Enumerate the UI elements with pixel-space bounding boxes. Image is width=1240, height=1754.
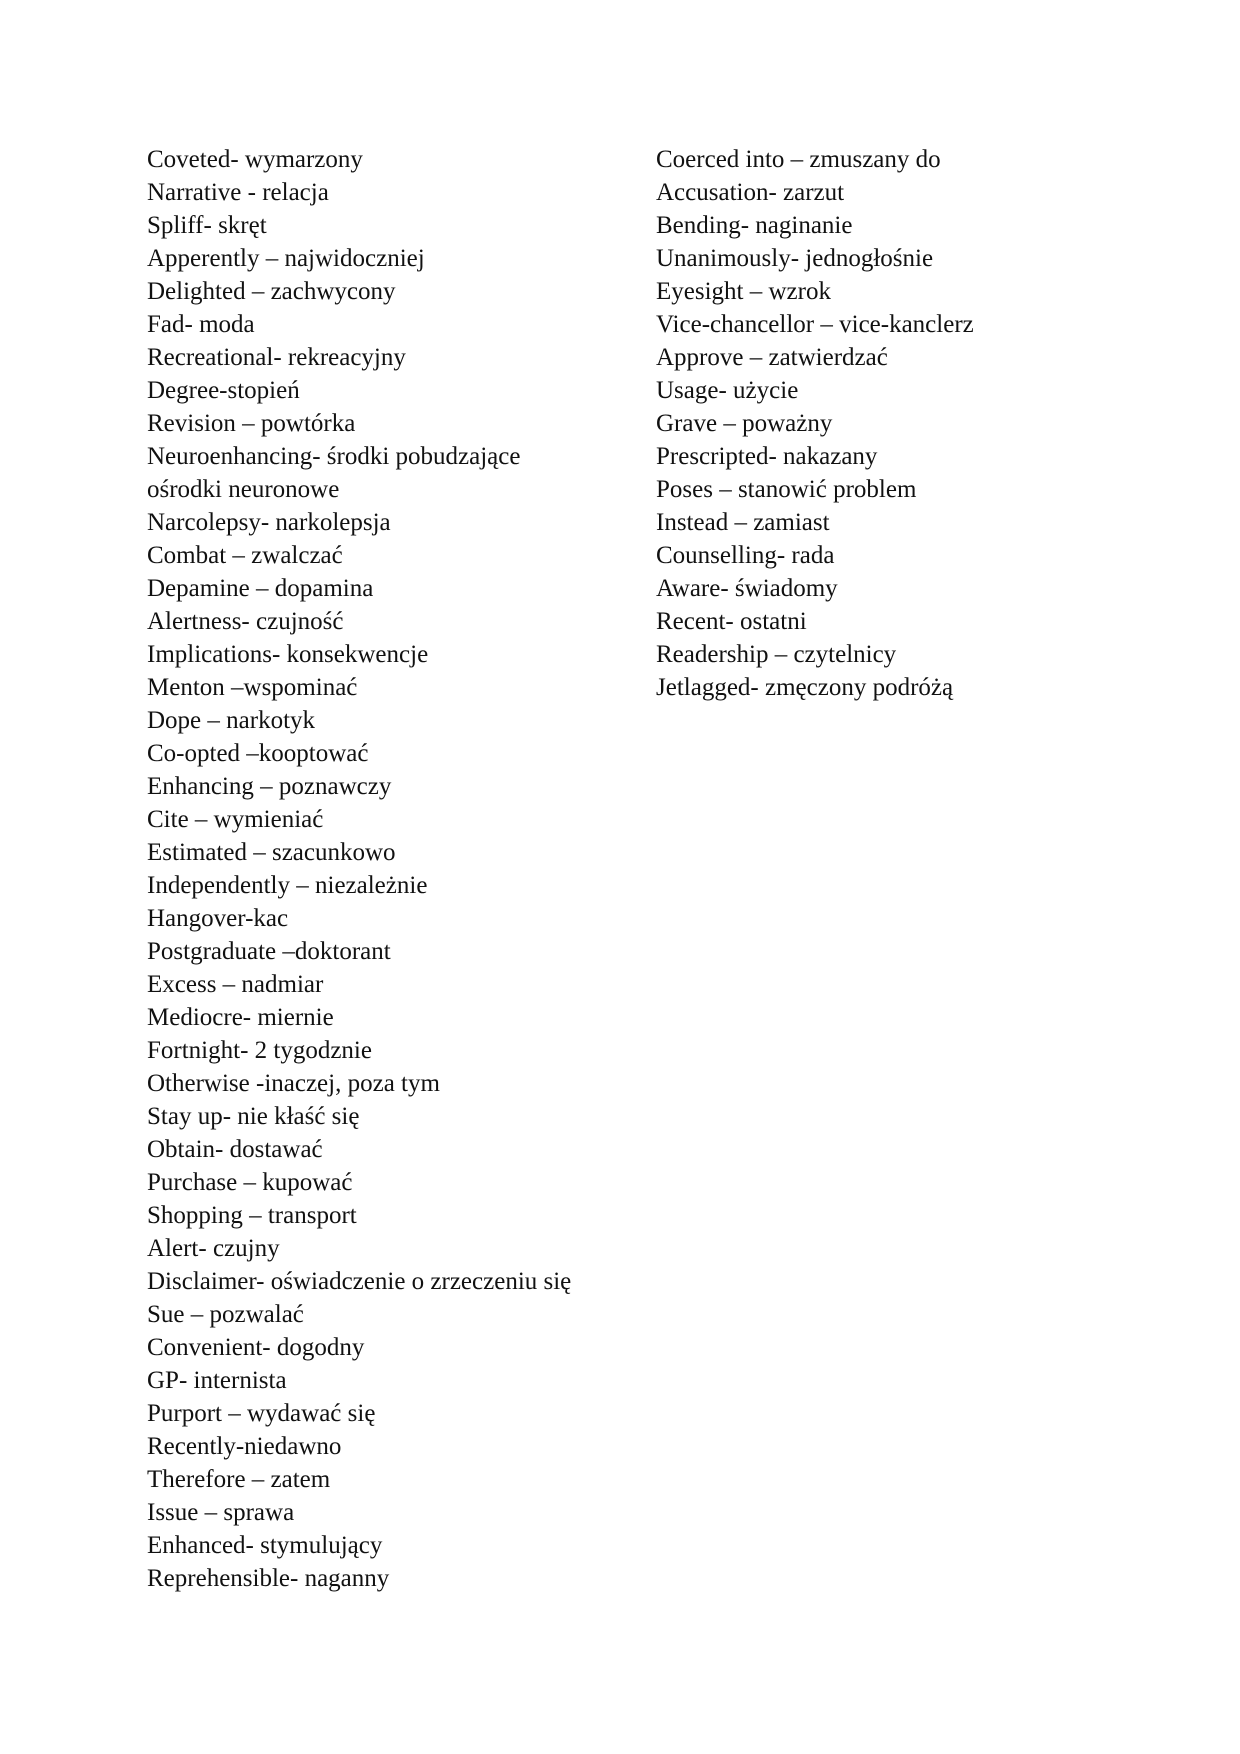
vocabulary-entry: Issue – sprawa [147,1499,295,1526]
vocabulary-entry: Fad- moda [147,311,255,338]
vocabulary-entry: Stay up- nie kłaść się [147,1103,360,1130]
vocabulary-entry: Disclaimer- oświadczenie o zrzeczeniu się [147,1268,572,1295]
vocabulary-entry: Approve – zatwierdzać [656,344,888,371]
vocabulary-entry: Coveted- wymarzony [147,146,363,173]
vocabulary-entry: Implications- konsekwencje [147,641,429,668]
vocabulary-entry: Aware- świadomy [656,575,838,602]
vocabulary-entry: Estimated – szacunkowo [147,839,396,866]
vocabulary-entry: Revision – powtórka [147,410,356,437]
vocabulary-entry: Bending- naginanie [656,212,853,239]
vocabulary-entry: Enhancing – poznawczy [147,773,392,800]
vocabulary-entry: Accusation- zarzut [656,179,845,206]
vocabulary-entry: Mediocre- miernie [147,1004,334,1031]
vocabulary-entry: Vice-chancellor – vice-kanclerz [656,311,974,338]
vocabulary-entry: Otherwise -inaczej, poza tym [147,1070,440,1097]
vocabulary-entry: Purport – wydawać się [147,1400,376,1427]
vocabulary-entry: Recently-niedawno [147,1433,342,1460]
vocabulary-entry: Postgraduate –doktorant [147,938,391,965]
left-vocabulary-column [147,143,647,1595]
vocabulary-entry: Excess – nadmiar [147,971,324,998]
vocabulary-entry: Counselling- rada [656,542,835,569]
vocabulary-entry: Purchase – kupować [147,1169,353,1196]
vocabulary-entry: Usage- użycie [656,377,799,404]
vocabulary-entry: Alert- czujny [147,1235,280,1262]
vocabulary-entry: Convenient- dogodny [147,1334,365,1361]
vocabulary-entry: Cite – wymieniać [147,806,324,833]
vocabulary-entry: Delighted – zachwycony [147,278,396,305]
vocabulary-entry: Instead – zamiast [656,509,830,536]
vocabulary-entry: Jetlagged- zmęczony podróżą [656,674,954,701]
vocabulary-entry: Dope – narkotyk [147,707,316,734]
vocabulary-entry: Therefore – zatem [147,1466,331,1493]
vocabulary-entry: GP- internista [147,1367,287,1394]
vocabulary-entry: Fortnight- 2 tygodznie [147,1037,372,1064]
right-vocabulary-column [656,143,1196,704]
vocabulary-entry: Sue – pozwalać [147,1301,304,1328]
vocabulary-entry: Shopping – transport [147,1202,357,1229]
vocabulary-entry: Narrative - relacja [147,179,329,206]
vocabulary-entry: Prescripted- nakazany [656,443,878,470]
vocabulary-entry: Coerced into – zmuszany do [656,146,941,173]
vocabulary-entry: Hangover-kac [147,905,289,932]
vocabulary-entry: Depamine – dopamina [147,575,374,602]
vocabulary-entry: Co-opted –kooptować [147,740,369,767]
vocabulary-entry: Recent- ostatni [656,608,807,635]
vocabulary-entry: Narcolepsy- narkolepsja [147,509,391,536]
vocabulary-entry: Neuroenhancing- środki pobudzające [147,443,521,470]
vocabulary-entry: Alertness- czujność [147,608,344,635]
vocabulary-entry: Apperently – najwidoczniej [147,245,425,272]
vocabulary-entry: Poses – stanowić problem [656,476,917,503]
vocabulary-entry: Reprehensible- naganny [147,1565,390,1592]
vocabulary-entry: Unanimously- jednogłośnie [656,245,934,272]
vocabulary-entry: Enhanced- stymulujący [147,1532,383,1559]
vocabulary-entry: Eyesight – wzrok [656,278,831,305]
vocabulary-entry: Menton –wspominać [147,674,358,701]
vocabulary-entry: Readership – czytelnicy [656,641,897,668]
vocabulary-entry: Degree-stopień [147,377,300,404]
vocabulary-entry: Recreational- rekreacyjny [147,344,406,371]
vocabulary-entry: Spliff- skręt [147,212,267,239]
vocabulary-entry: Independently – niezależnie [147,872,428,899]
vocabulary-entry: Combat – zwalczać [147,542,343,569]
vocabulary-entry: ośrodki neuronowe [147,476,340,503]
vocabulary-entry: Grave – poważny [656,410,833,437]
vocabulary-entry: Obtain- dostawać [147,1136,323,1163]
